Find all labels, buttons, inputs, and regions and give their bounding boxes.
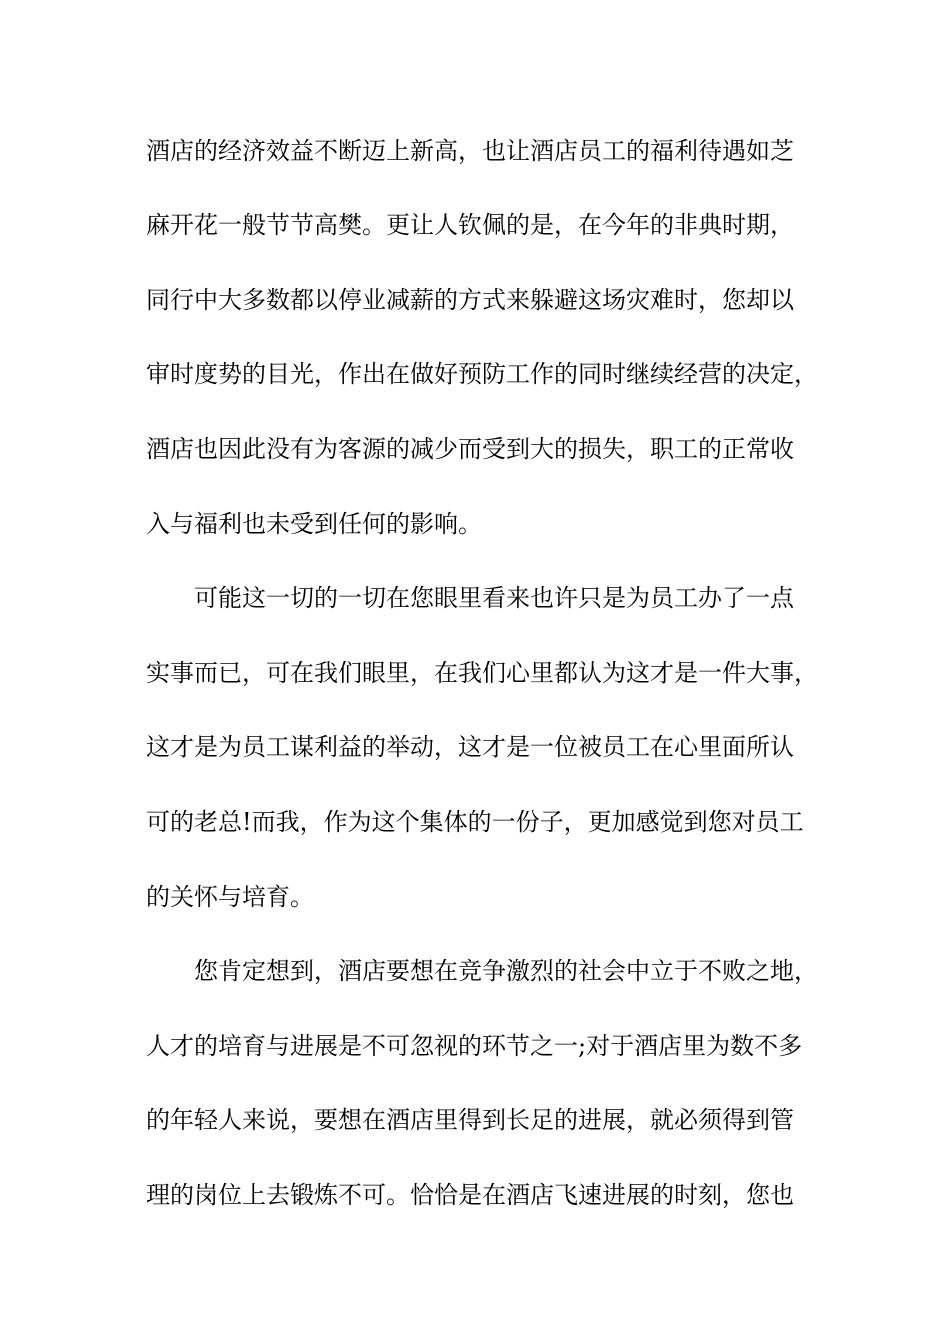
text-line: 理的岗位上去锻炼不可。恰恰是在酒店飞速进展的时刻，您也	[146, 1181, 794, 1209]
text-line: 的年轻人来说，要想在酒店里得到长足的进展，就必须得到管	[146, 1106, 794, 1134]
text-line: 同行中大多数都以停业减薪的方式来躲避这场灾难时，您却以	[146, 286, 794, 314]
text-line: 的关怀与培育。	[146, 883, 314, 911]
text-line: 这才是为员工谋利益的举动，这才是一位被员工在心里面所认	[146, 733, 794, 761]
text-line: 酒店的经济效益不断迈上新高，也让酒店员工的福利待遇如芝	[146, 137, 794, 165]
text-line: 您肯定想到，酒店要想在竞争激烈的社会中立于不败之地，	[146, 957, 818, 985]
text-line: 入与福利也未受到任何的影响。	[146, 510, 482, 538]
text-line: 酒店也因此没有为客源的减少而受到大的损失，职工的正常收	[146, 435, 794, 463]
text-line: 审时度势的目光，作出在做好预防工作的同时继续经营的决定，	[146, 360, 818, 388]
text-line: 可的老总!而我，作为这个集体的一份子，更加感觉到您对员工	[146, 808, 804, 836]
text-line: 人才的培育与进展是不可忽视的环节之一;对于酒店里为数不多	[146, 1032, 803, 1060]
text-line: 可能这一切的一切在您眼里看来也许只是为员工办了一点	[146, 584, 794, 612]
text-line: 实事而已，可在我们眼里，在我们心里都认为这才是一件大事，	[146, 659, 818, 687]
text-line: 麻开花一般节节高樊。更让人钦佩的是，在今年的非典时期，	[146, 211, 794, 239]
